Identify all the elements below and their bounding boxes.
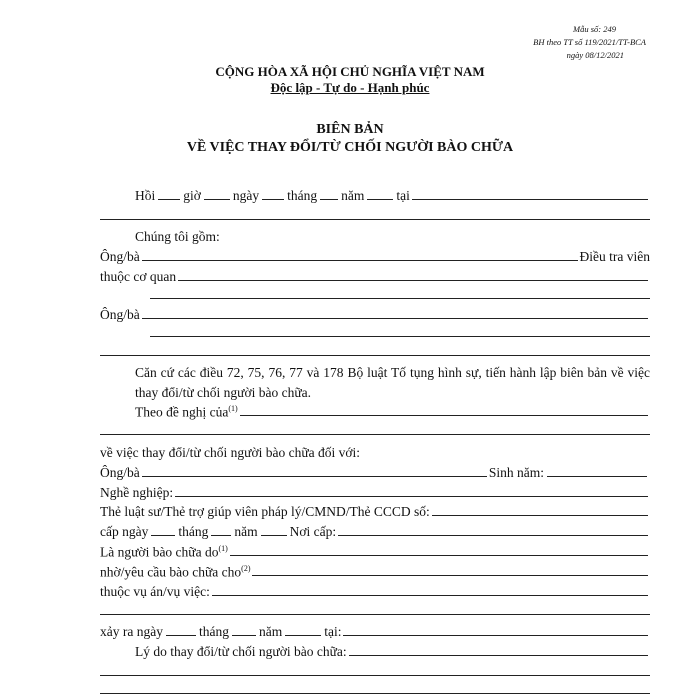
label-ngay: ngày [232, 188, 260, 203]
blank-line[interactable] [150, 336, 650, 337]
blank-birth-year[interactable] [547, 475, 647, 477]
nation-heading: CỘNG HÒA XÃ HỘI CHỦ NGHĨA VIỆT NAM [215, 64, 485, 79]
occupation-row [100, 481, 650, 501]
footnote-ref-2: (2) [241, 563, 251, 573]
blank-occur-year[interactable] [285, 634, 321, 636]
footnote-ref-1: (1) [228, 403, 238, 413]
label-cap-ngay: cấp ngày [100, 524, 149, 539]
basis-paragraph [100, 363, 650, 403]
form-code-line3: ngày 08/12/2021 [566, 50, 624, 60]
label-la-nguoi [100, 544, 228, 561]
form-code-line2: BH theo TT số 119/2021/TT-BCA [533, 37, 646, 47]
blank-issue-place[interactable] [338, 534, 648, 536]
label-ong-ba: Ông/bà [100, 465, 140, 480]
blank-month[interactable] [320, 198, 338, 200]
blank-line[interactable] [100, 614, 650, 615]
form-code-line1: Mẫu số: 249 [573, 24, 616, 34]
blank-line[interactable] [150, 298, 650, 299]
label-the: Thẻ luật sư/Thẻ trợ giúp viên pháp lý/CMND/Thẻ CCCD số: [100, 504, 430, 519]
label-noi-cap: Nơi cấp: [289, 524, 337, 539]
blank-occur-month[interactable] [232, 634, 256, 636]
motto-text: Độc lập - Tự do - Hạnh phúc [270, 80, 430, 95]
time-place-row [100, 184, 650, 204]
subject-intro [100, 441, 650, 461]
blank-year[interactable] [367, 198, 393, 200]
blank-occupation[interactable] [175, 495, 648, 497]
members-intro [100, 225, 650, 245]
blank-line[interactable] [100, 219, 650, 220]
label-theo-de-nghi-text: Theo đề nghị của [135, 404, 229, 419]
label-nho-yeu-cau [100, 564, 250, 581]
case-row [100, 580, 650, 600]
blank-day[interactable] [262, 198, 284, 200]
member1-row [100, 245, 650, 265]
label-tai: tại: [324, 624, 342, 639]
document-title: BIÊN BẢN [316, 122, 384, 137]
label-thang: tháng [178, 524, 209, 539]
blank-minute[interactable] [204, 198, 230, 200]
label-ong-ba-2: Ông/bà [100, 307, 140, 322]
blank-place[interactable] [412, 198, 648, 200]
blank-occur-place[interactable] [343, 634, 648, 636]
agency-row [100, 265, 650, 285]
label-nghe-nghiep: Nghề nghiệp: [100, 485, 174, 500]
label-thang: tháng [198, 624, 229, 639]
blank-occur-day[interactable] [166, 634, 196, 636]
label-thuoc-co-quan: thuộc cơ quan [100, 269, 177, 284]
blank-reason[interactable] [349, 654, 648, 656]
label-sinh-nam: Sinh năm: [488, 465, 544, 480]
members-intro-text: Chúng tôi gồm: [135, 229, 220, 244]
blank-subject-name[interactable] [142, 475, 487, 477]
label-nho-yeu-cau-text: nhờ/yêu cầu bào chữa cho [100, 564, 242, 579]
label-ly-do: Lý do thay đổi/từ chối người bào chữa: [135, 644, 347, 659]
label-nam: năm [234, 524, 258, 539]
defended-person-row [100, 560, 650, 580]
document-subtitle: VỀ VIỆC THAY ĐỔI/TỪ CHỐI NGƯỜI BÀO CHỮA [186, 140, 514, 155]
blank-line[interactable] [100, 693, 650, 694]
blank-appointer[interactable] [230, 554, 648, 556]
occurrence-row [100, 620, 650, 640]
blank-requester[interactable] [240, 414, 648, 416]
footnote-ref-1: (1) [218, 543, 228, 553]
blank-line[interactable] [100, 675, 650, 676]
blank-issue-month[interactable] [211, 534, 231, 536]
blank-member2-name[interactable] [142, 317, 648, 319]
subject-name-row [100, 461, 650, 481]
label-hoi: Hồi [135, 188, 156, 203]
label-la-nguoi-text: Là người bào chữa do [100, 544, 219, 559]
label-thang: tháng [287, 188, 318, 203]
blank-member1-name[interactable] [142, 259, 578, 261]
blank-issue-year[interactable] [261, 534, 287, 536]
label-nam: năm [258, 624, 283, 639]
blank-card-number[interactable] [432, 514, 648, 516]
label-role: Điều tra viên [579, 249, 650, 264]
subject-intro-text: về việc thay đổi/từ chối người bào chữa đối với: [100, 445, 361, 460]
blank-line[interactable] [100, 434, 650, 435]
label-ong-ba-1: Ông/bà [100, 249, 140, 264]
blank-hour[interactable] [158, 198, 180, 200]
label-xay-ra-ngay: xảy ra ngày [100, 624, 163, 639]
request-row [100, 400, 650, 420]
blank-case[interactable] [212, 594, 648, 596]
motto [0, 80, 700, 96]
label-thuoc-vu-an: thuộc vụ án/vụ việc: [100, 584, 210, 599]
member2-row [100, 303, 650, 323]
card-row [100, 500, 650, 520]
basis-text: Căn cứ các điều 72, 75, 76, 77 và 178 Bộ luật Tố tụng hình sự, tiến hành lập biên bản về việc thay đổi/từ chối người bào chữa. [135, 365, 650, 400]
reason-row [100, 640, 650, 660]
blank-agency[interactable] [178, 279, 648, 281]
label-nam: năm [341, 188, 365, 203]
label-gio: giờ [183, 188, 201, 203]
blank-defended-person[interactable] [252, 574, 648, 576]
label-theo-de-nghi [135, 404, 238, 421]
issue-row [100, 520, 650, 540]
blank-issue-day[interactable] [151, 534, 175, 536]
label-tai: tại [396, 188, 410, 203]
blank-line[interactable] [100, 355, 650, 356]
defender-by-row [100, 540, 650, 560]
